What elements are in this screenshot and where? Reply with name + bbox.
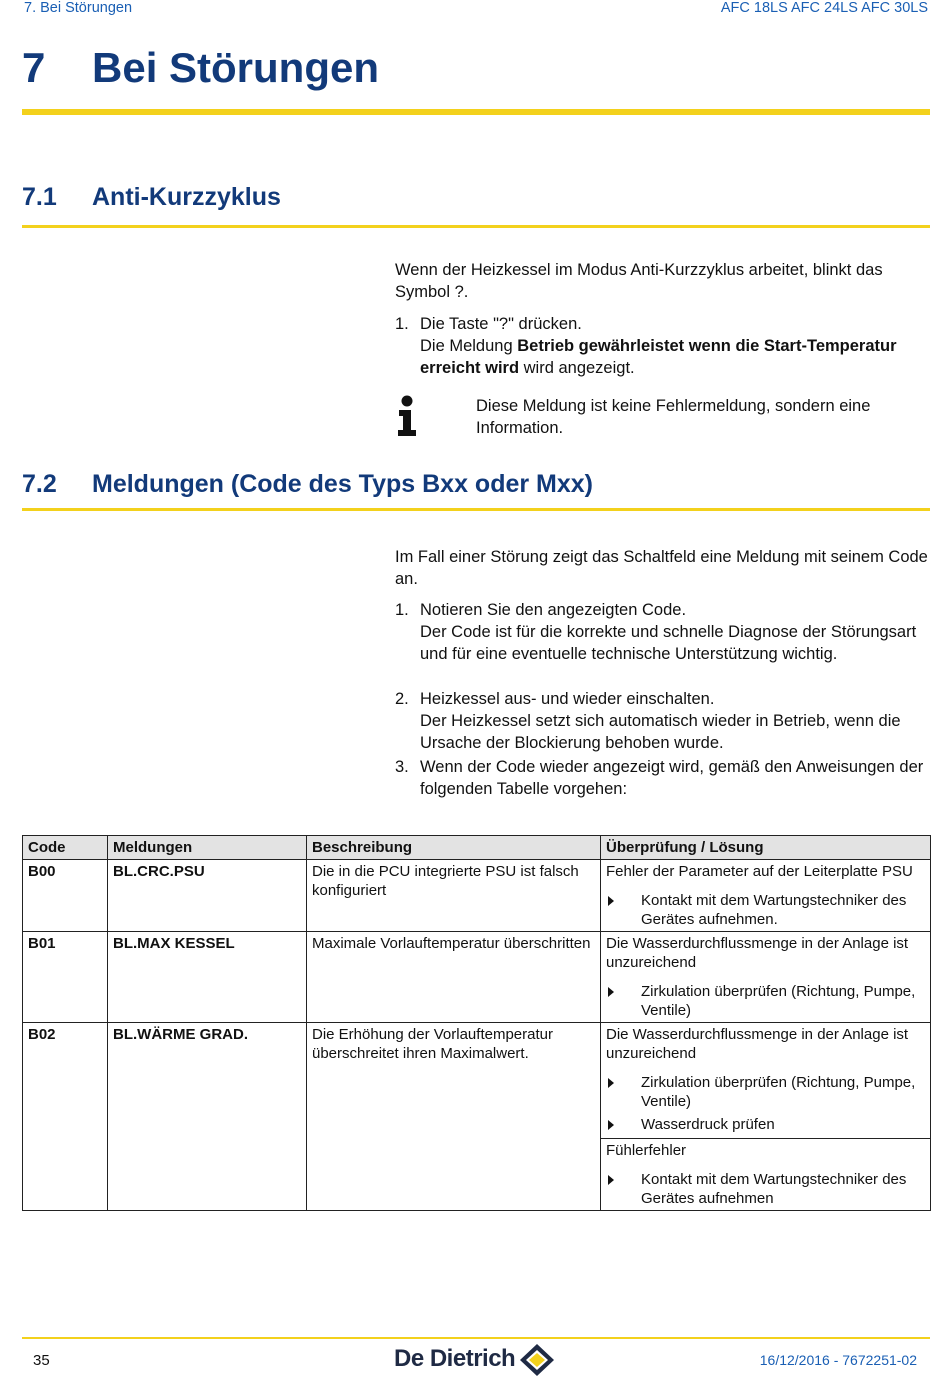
step-item [395,599,935,685]
bullet-arrow-icon [608,1120,614,1130]
table-row [23,860,931,932]
action-item [606,891,925,929]
fault-solution [601,932,931,1023]
page-number: 35 [33,1352,50,1369]
step-item [395,688,935,754]
table-row [23,932,931,1023]
step-detail-pre: Die Meldung [420,337,518,355]
action-text: Kontakt mit dem Wartungstechniker des Gerätes aufnehmen [641,1171,907,1207]
step-body [420,599,935,665]
fault-code: B00 [23,860,108,932]
fault-cause: Fehler der Parameter auf der Leiterplatte PSU [606,863,913,880]
step-text: Wenn der Code wieder angezeigt wird, gemäß den Anweisungen der folgenden Tabelle vorgehen: [420,758,924,798]
step-number: 1. [395,601,409,619]
table-row [23,1023,931,1211]
action-text: Zirkulation überprüfen (Richtung, Pumpe, Ventile) [641,1074,916,1110]
step-text: Die Taste "?" drücken. [420,315,582,333]
fault-code: B01 [23,932,108,1023]
step-body [420,313,935,379]
brand-emblem-icon [519,1343,555,1377]
document-reference: 16/12/2016 - 7672251-02 [759,1352,917,1368]
col-header-code: Code [23,836,108,860]
chapter-title [22,44,379,92]
action-text: Kontakt mit dem Wartungstechniker des Gerätes aufnehmen. [641,892,907,928]
header-section: 7. Bei Störungen [24,0,133,16]
action-item [606,1115,925,1134]
fault-solution [601,860,931,932]
fault-description: Maximale Vorlauftemperatur überschritten [307,932,601,1023]
fault-cause: Fühlerfehler [606,1142,687,1159]
section-underline [22,508,930,511]
chapter-number: 7 [22,44,46,91]
action-text: Wasserdruck prüfen [641,1116,775,1133]
step-number: 2. [395,690,409,708]
section-title: Meldungen (Code des Typs Bxx oder Mxx) [92,470,594,498]
step-body [420,756,935,800]
action-item [606,982,925,1020]
info-note-text: Diese Meldung ist keine Fehlermeldung, sondern eine Information. [476,397,871,437]
step-detail [420,335,935,379]
fault-code-table [22,835,931,1211]
fault-solution [601,1023,931,1211]
step-item [395,313,935,383]
col-header-description: Beschreibung [307,836,601,860]
section-7-1-heading [22,183,281,212]
bullet-arrow-icon [608,896,614,906]
step-number: 3. [395,758,409,776]
table-header-row [23,836,931,860]
section-7-2-heading [22,470,593,499]
section-number: 7.1 [22,183,57,211]
fault-description: Die Erhöhung der Vorlauftemperatur überschreitet ihren Maximalwert. [307,1023,601,1211]
fault-message: BL.CRC.PSU [108,860,307,932]
step-detail: Der Heizkessel setzt sich automatisch wieder in Betrieb, wenn die Ursache der Blockierung behoben wurde. [420,712,901,752]
step-detail-post: wird angezeigt. [519,359,635,377]
section-title: Anti-Kurzzyklus [92,183,281,211]
brand-wordmark: De Dietrich [394,1345,516,1372]
col-header-solution: Überprüfung / Lösung [601,836,931,860]
step-detail-bold: Betrieb gewährleistet wenn die Start-Temperatur erreicht wird [420,337,897,377]
chapter-title-text: Bei Störungen [92,44,380,91]
bullet-arrow-icon [608,1078,614,1088]
brand-logo [394,1342,559,1378]
section-underline [22,225,930,228]
step-number: 1. [395,315,409,333]
fault-cause: Die Wasserdurchflussmenge in der Anlage ist unzureichend [606,935,909,971]
step-text: Notieren Sie den angezeigten Code. [420,601,687,619]
section-7-2-intro: Im Fall einer Störung zeigt das Schaltfeld eine Meldung mit seinem Code an. [395,548,928,588]
section-7-1-intro: Wenn der Heizkessel im Modus Anti-Kurzzyklus arbeitet, blinkt das Symbol ?. [395,261,883,301]
fault-code: B02 [23,1023,108,1211]
fault-message: BL.MAX KESSEL [108,932,307,1023]
bullet-arrow-icon [608,987,614,997]
action-text: Zirkulation überprüfen (Richtung, Pumpe, Ventile) [641,983,916,1019]
step-detail: Der Code ist für die korrekte und schnelle Diagnose der Störungsart und für eine eventuelle technische Unterstützung wichtig. [420,623,917,663]
section-number: 7.2 [22,470,57,498]
header-models: AFC 18LS AFC 24LS AFC 30LS [720,0,928,16]
step-body [420,688,935,754]
info-icon [395,395,421,437]
step-item [395,756,935,800]
fault-cause-secondary [601,1138,930,1208]
col-header-message: Meldungen [108,836,307,860]
bullet-arrow-icon [608,1175,614,1185]
action-item [606,1073,925,1111]
fault-description: Die in die PCU integrierte PSU ist falsch konfiguriert [307,860,601,932]
action-item [606,1170,925,1208]
fault-message: BL.WÄRME GRAD. [108,1023,307,1211]
step-text: Heizkessel aus- und wieder einschalten. [420,690,715,708]
footer-divider [22,1337,930,1339]
fault-cause: Die Wasserdurchflussmenge in der Anlage ist unzureichend [606,1026,909,1062]
chapter-underline [22,109,930,115]
